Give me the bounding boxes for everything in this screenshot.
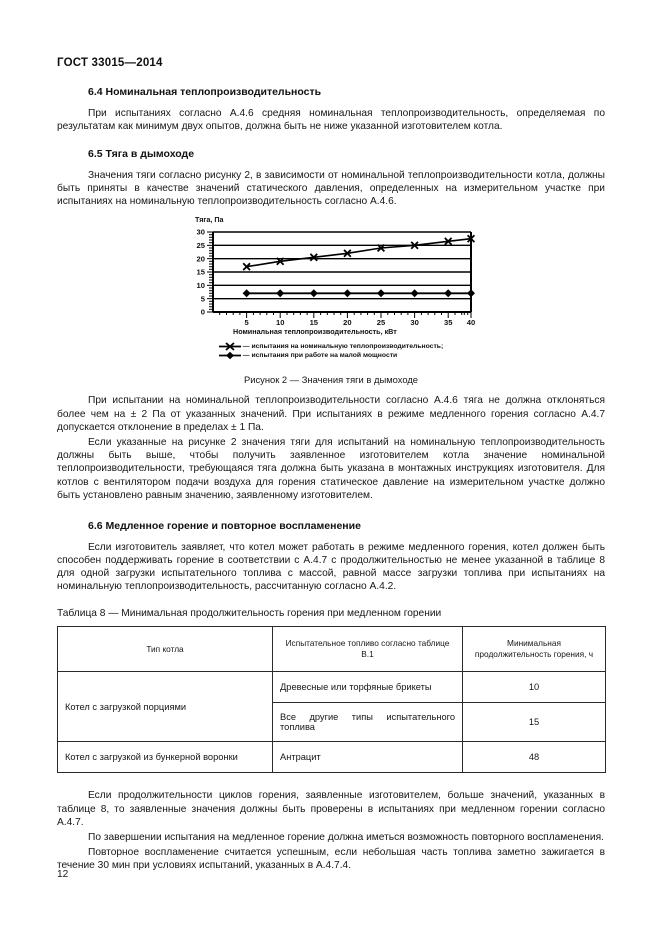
paragraph-6-6-3: По завершении испытания на медленное горение должна иметься возможность повторного воспламенения. (88, 831, 604, 843)
svg-text:15: 15 (196, 267, 205, 277)
table-8-title: Таблица 8 — Минимальная продолжительность горения при медленном горении (57, 608, 442, 620)
table-column-header-type: Тип котла (58, 627, 273, 672)
table-row (58, 672, 606, 703)
figure-caption: Рисунок 2 — Значения тяги в дымоходе (243, 374, 419, 386)
table-row (58, 742, 606, 773)
legend-entry-nominal (219, 342, 443, 351)
chart-x-axis-label: Номинальная теплопроизводительность, кВт (233, 327, 397, 337)
paragraph-6-5-2: При испытании на номинальной теплопроизводительности согласно А.4.6 тяга не должна отклоняться более чем на ± 2 Па от указанных значений. При испытаниях в режиме медленного горения согласно А.4.7 допускается отклонение в пределах ± 1 Па. (57, 395, 605, 433)
svg-text:25: 25 (376, 318, 386, 327)
svg-text:0: 0 (200, 307, 205, 317)
table-column-header-fuel: Испытательное топливо согласно таблице В.1 (273, 627, 463, 672)
page-number: 12 (57, 869, 69, 880)
figure-2 (57, 215, 605, 386)
svg-text:10: 10 (275, 318, 285, 327)
chart-series-nominal-markers (243, 236, 474, 271)
heading-6-6: 6.6 Медленное горение и повторное воспламенение (88, 519, 361, 532)
paragraph-6-5-1: Значения тяги согласно рисунку 2, в зависимости от номинальной теплопроизводительности котла, должны быть приняты в качестве значений статического давления, определенных на измерительном участке при испытаниях на номинальную теплопроизводительность согласно А.4.6. (57, 169, 605, 208)
spacer (57, 773, 605, 789)
table-cell-fuel: Антрацит (273, 742, 463, 773)
svg-text:5: 5 (244, 318, 249, 327)
table-cell-duration: 15 (463, 703, 606, 742)
chart-plot (181, 226, 481, 326)
svg-text:20: 20 (343, 318, 352, 327)
paragraph-6-6-1: Если изготовитель заявляет, что котел может работать в режиме медленного горения, котел должен быть способен поддерживать горение в соответствии с А.4.7 с продолжительностью не менее указанной в таблице 8 для одной загрузки испытательного топлива с массой, равной массе загрузки топлива при испытаниях на номинальную теплопроизводительность, рассчитанную согласно А.4.2. (57, 541, 605, 593)
spacer (57, 504, 605, 520)
spacer (57, 135, 605, 148)
chart-x-tick-labels (244, 318, 475, 326)
svg-text:40: 40 (466, 318, 476, 327)
svg-text:10: 10 (196, 281, 205, 291)
table-cell-fuel: Древесные или торфяные брикеты (273, 672, 463, 703)
table-cell-type: Котел с загрузкой из бункерной воронки (58, 742, 273, 773)
svg-text:30: 30 (410, 318, 419, 327)
chart-y-tick-labels (197, 228, 206, 317)
svg-text:15: 15 (309, 318, 319, 327)
paragraph-6-6-2: Если продолжительности циклов горения, заявленные изготовителем, больше значений, указанных в таблице 8, то заявленные значения должны быть проверены в испытаниях при медленном горении согласно А.4.7. (57, 790, 605, 828)
spacer (57, 595, 605, 608)
heading-6-5: 6.5 Тяга в дымоходе (88, 148, 195, 161)
chart-legend (219, 342, 443, 360)
diamond-marker-icon (219, 351, 241, 360)
svg-text:35: 35 (443, 318, 453, 327)
table-cell-duration: 48 (463, 742, 606, 773)
document-header: ГОСТ 33015—2014 (57, 57, 163, 69)
table-cell-duration: 10 (463, 672, 606, 703)
svg-text:30: 30 (196, 227, 205, 237)
spacer (57, 385, 605, 394)
chart-y-axis-label: Тяга, Па (195, 215, 224, 225)
table-cell-fuel: Все другие типы испытательного топлива (273, 703, 463, 742)
table-column-header-duration: Минимальная продолжительность горения, ч (463, 627, 606, 672)
x-marker-icon (219, 342, 241, 351)
chart-container (181, 215, 481, 337)
svg-text:20: 20 (196, 254, 205, 264)
paragraph-6-5-3: Если указанные на рисунке 2 значения тяги для испытаний на номинальную теплопроизводительность должны быть выше, чтобы получить заявленное изготовителем котла значение номинальной теплопроизводительности, требующаяся тяга должна быть указана в монтажных инструкциях изготовителя. Для котлов с вентилятором подачи воздуха для горения статическое давление на измерительном участке должно быть установлено равным значению, заявленному изготовителем. (57, 436, 605, 501)
document-body (57, 86, 605, 875)
legend-label-nominal: — испытания на номинальную теплопроизводительность; (242, 343, 444, 351)
legend-label-low-power: — испытания при работе на малой мощности (242, 352, 398, 360)
heading-6-4: 6.4 Номинальная теплопроизводительность (88, 86, 322, 98)
svg-text:5: 5 (200, 294, 205, 304)
table-8 (57, 626, 606, 773)
paragraph-6-6-4: Повторное воспламенение считается успешным, если небольшая часть топлива заметно зажигается в течение 30 мин при условиях испытаний, указанных в А.4.7.4. (57, 847, 605, 872)
svg-text:25: 25 (196, 241, 205, 251)
paragraph-6-4-1: При испытаниях согласно А.4.6 средняя номинальная теплопроизводительность, определяемая по результатам как минимум двух опытов, должна быть не ниже указанной изготовителем котла. (57, 107, 605, 132)
table-header-row (58, 627, 606, 672)
legend-entry-low-power (219, 351, 443, 360)
table-cell-type: Котел с загрузкой порциями (58, 672, 273, 742)
